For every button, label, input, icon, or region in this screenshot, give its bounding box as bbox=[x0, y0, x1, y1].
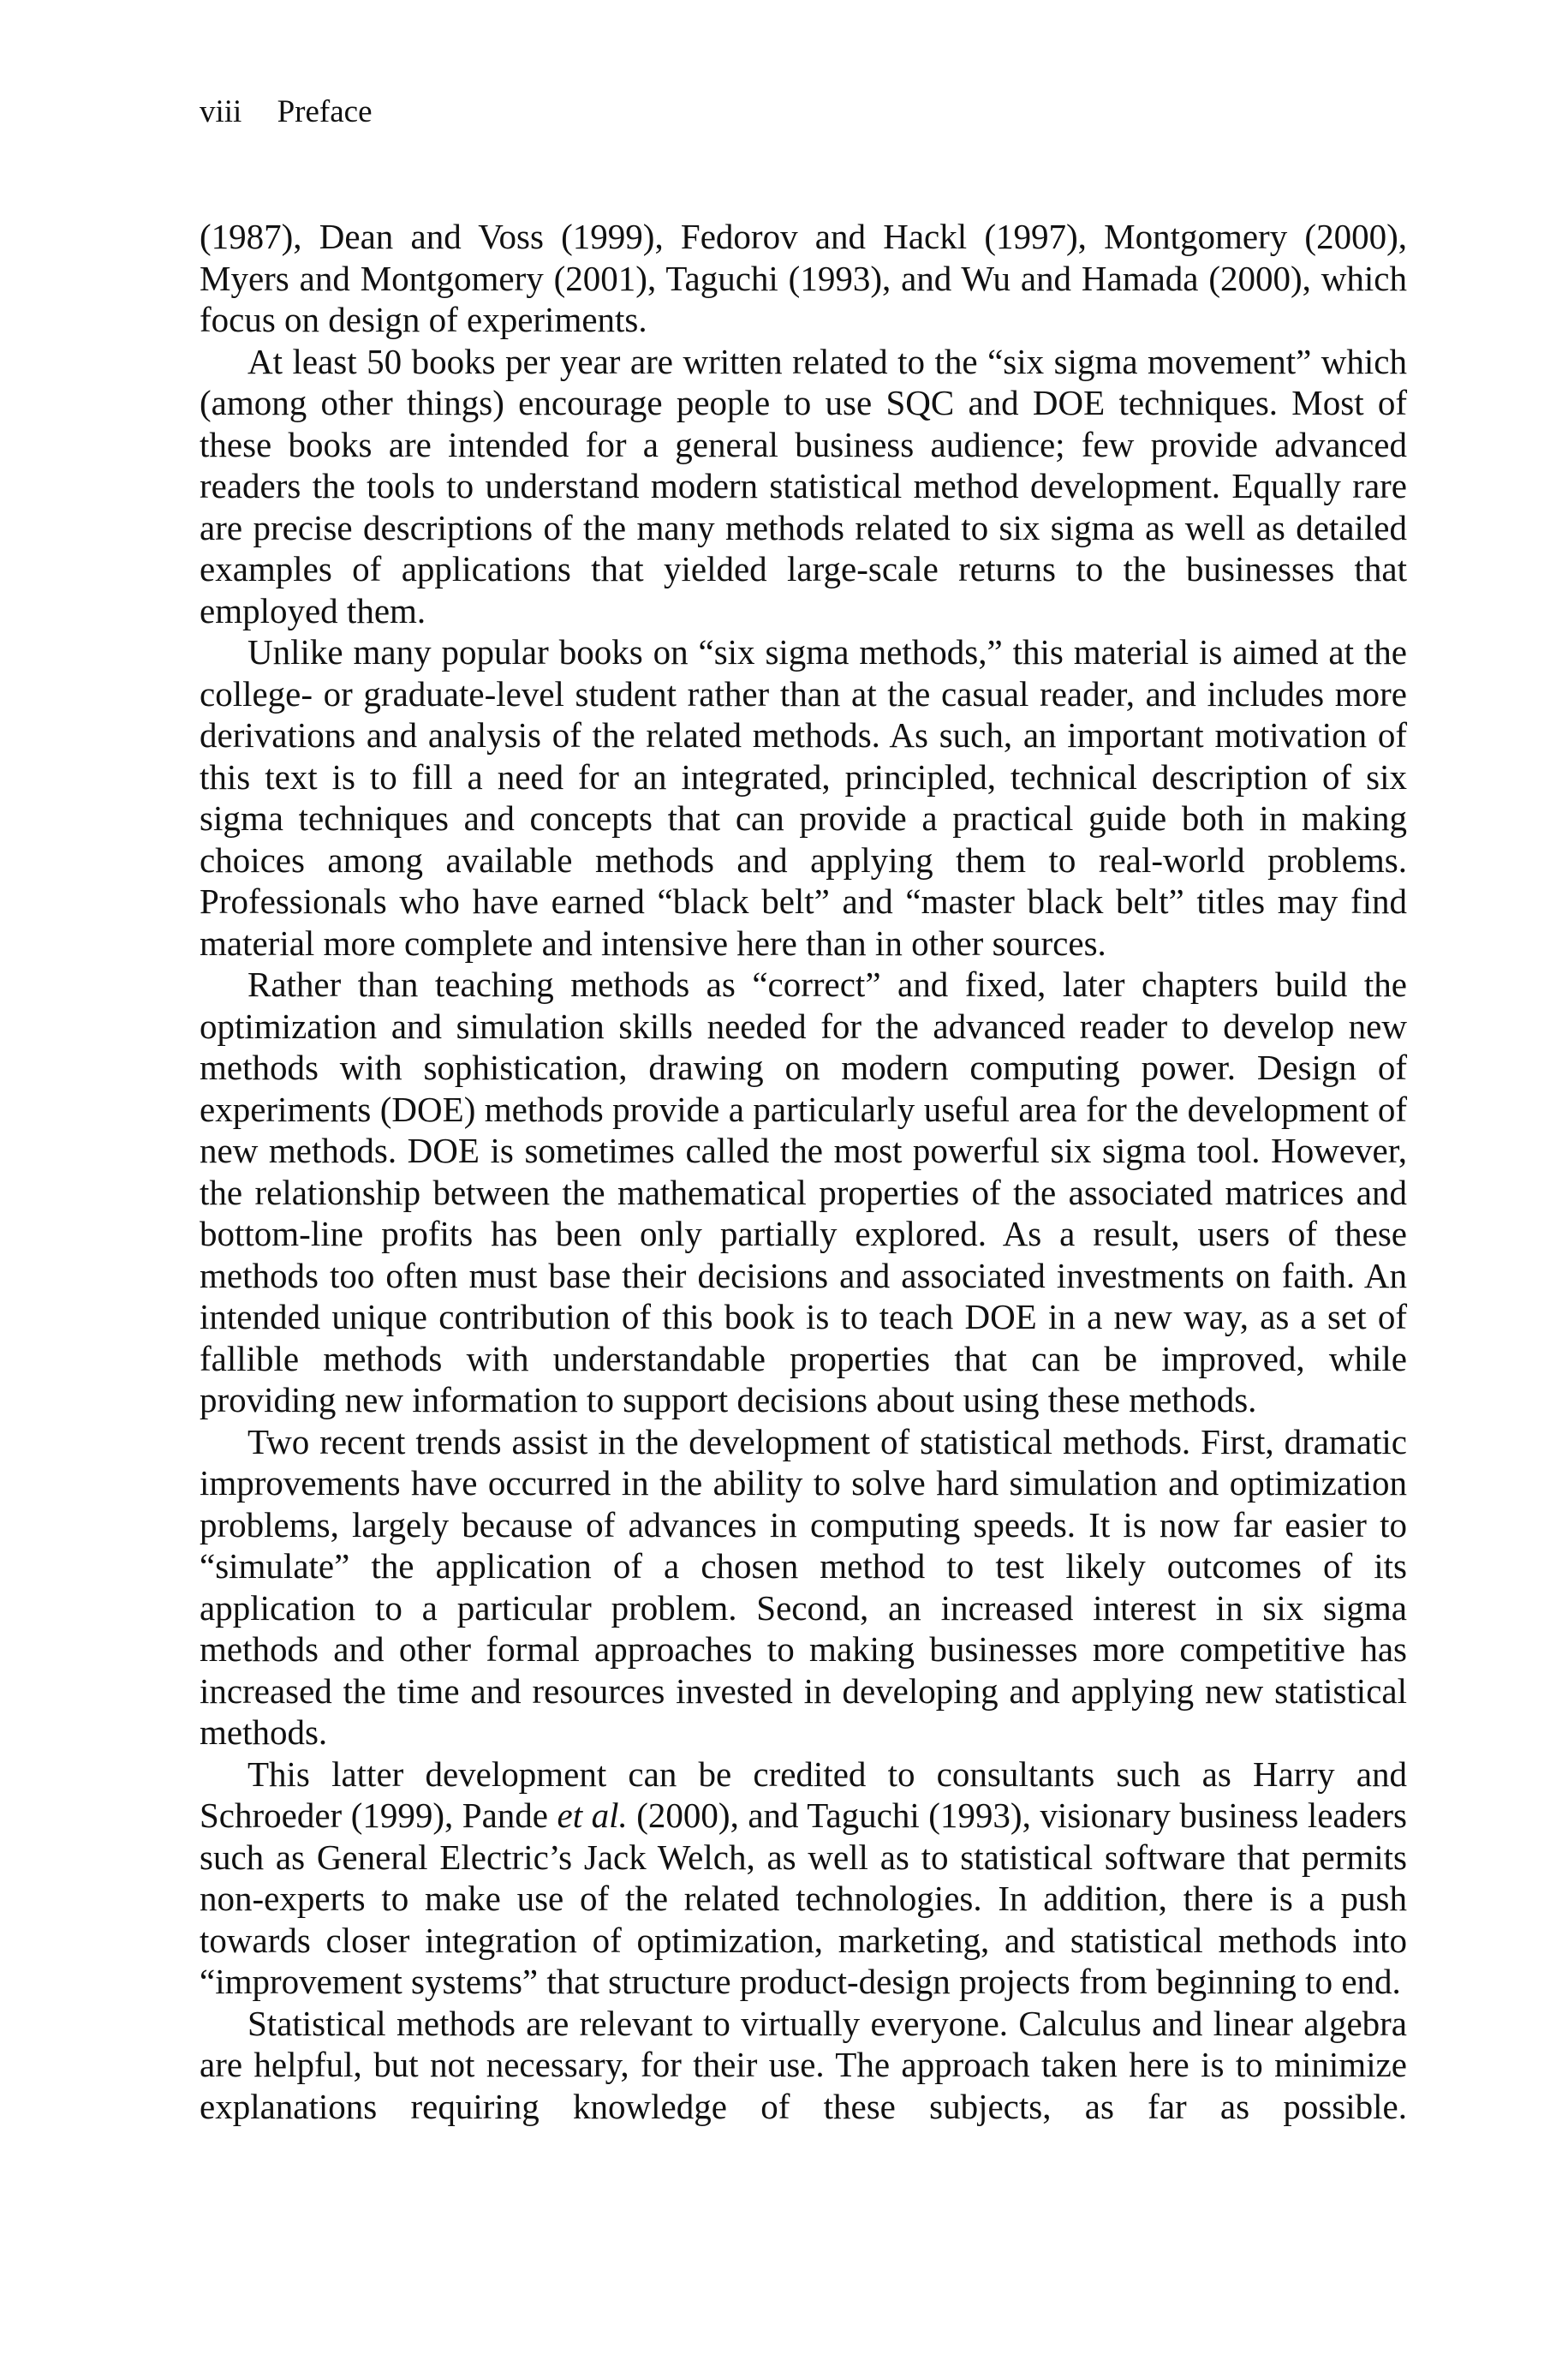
paragraph-methods-doe: Rather than teaching methods as “correct” and fixed, later chapters build the optimization and simulation skills needed for the advanced reader to develop new methods with sophistication, drawing on modern computing power. Design of experiments (DOE) methods provide a particularly useful area for the development of new methods. DOE is sometimes called the most powerful six sigma tool. However, the relationship between the mathematical properties of the associated matrices and bottom-line profits has been only partially explored. As a result, users of these methods too often must base their decisions and associated investments on faith. An intended unique contribution of this book is to teach DOE in a new way, as a set of fallible methods with understandable properties that can be improved, while providing new information to support decisions about using these methods. bbox=[200, 965, 1407, 1419]
paragraph-continued: (1987), Dean and Voss (1999), Fedorov and Hackl (1997), Montgomery (2000), Myers and Montgomery (2001), Taguchi (1993), and Wu and Hamada (2000), which focus on design of experiments. bbox=[200, 217, 1407, 339]
paragraph-recent-trends: Two recent trends assist in the development of statistical methods. First, dramatic improvements have occurred in the ability to solve hard simulation and optimization problems, largely because of advances in computing speeds. It is now far easier to “simulate” the application of a chosen method to test likely outcomes of its application to a particular problem. Second, an increased interest in six sigma methods and other formal approaches to making businesses more competitive has increased the time and resources invested in developing and applying new statistical methods. bbox=[200, 1421, 1407, 1752]
paragraph-latter-development bbox=[200, 1754, 1407, 2003]
paragraph-six-sigma-books: At least 50 books per year are written related to the “six sigma movement” which (among other things) encourage people to use SQC and DOE techniques. Most of these books are intended for a general business audience; few provide advanced readers the tools to understand modern statistical method development. Equally rare are precise descriptions of the many methods related to six sigma as well as detailed examples of applications that yielded large-scale returns to the businesses that employed them. bbox=[200, 341, 1407, 630]
running-title: Preface bbox=[277, 94, 373, 129]
running-header bbox=[200, 96, 373, 128]
page-number: viii bbox=[200, 94, 242, 129]
page-body bbox=[200, 216, 1407, 2127]
paragraph-text-start: This latter development can be credited to consultants such as Harry and Schroeder (1999), Pande bbox=[200, 1754, 1407, 1835]
paragraph-text-end: (2000), and Taguchi (1993), visionary business leaders such as General Electric’s Jack Welch, as well as to statistical software that permits non-experts to make use of the related technologies. In addition, there is a push towards closer integration of optimization, marketing, and statistical methods into “improvement systems” that structure product-design projects from beginning to end. bbox=[200, 1795, 1407, 2001]
italic-et-al: et al. bbox=[557, 1795, 628, 1835]
paragraph-relevance: Statistical methods are relevant to virtually everyone. Calculus and linear algebra are helpful, but not necessary, for their use. The approach taken here is to minimize explanations requiring knowledge of these subjects, as far as possible. bbox=[200, 2003, 1407, 2126]
paragraph-audience: Unlike many popular books on “six sigma methods,” this material is aimed at the college- or graduate-level student rather than at the casual reader, and includes more derivations and analysis of the related methods. As such, an important motivation of this text is to fill a need for an integrated, principled, technical description of six sigma techniques and concepts that can provide a practical guide both in making choices among available methods and applying them to real-world problems. Professionals who have earned “black belt” and “master black belt” titles may find material more complete and intensive here than in other sources. bbox=[200, 632, 1407, 963]
